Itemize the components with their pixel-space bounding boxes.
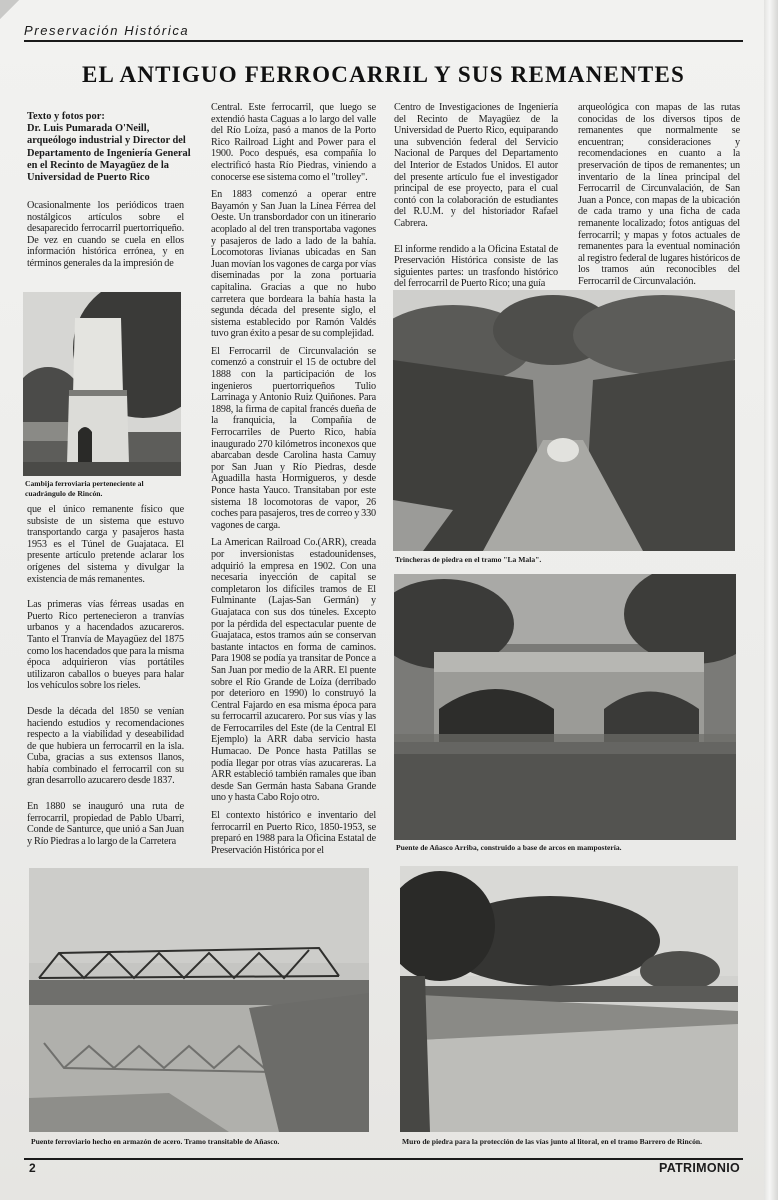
paragraph: arqueológica con mapas de las rutas conocidas de los diversos tipos de remanentes que normalmente se encuentran; consideraciones y recomendaciones en cuanto a la preservación de tipos de remanentes; un inventario de la línea principal del Ferrocarril de Circunvalación, de San Juan a Ponce, con mapas de la ubicación de cada tramo y una ficha de cada remanente localizado; fotos antiguas del ferrocarril; y mapas y fotos actuales de remanentes para la eventual nominación al registro federal de lugares históricos de los tramos aún reconocibles del Ferrocarril de Circunvalación. [578, 102, 740, 287]
caption-stone-wall: Muro de piedra para la protección de las vías junto al litoral, en el tramo Barrero de Rincón. [402, 1137, 703, 1146]
column-1-top [27, 200, 184, 270]
byline-line: Dr. Luis Pumarada O'Neill, [27, 123, 150, 135]
photo-arch-bridge [394, 574, 736, 840]
photo-railway-tower [23, 292, 181, 476]
paragraph: Desde la década del 1850 se venían haciendo estudios y recomendaciones respecto a la viabilidad y deseabilidad de que hubiera un ferrocarril en la isla. Cuba, gracias a sus extensos llanos, había combinado el ferrocarril con su gran desarrollo azucarero desde 1837. [27, 705, 184, 787]
paragraph: Ocasionalmente los periódicos traen nostálgicos artículos sobre el desaparecido ferrocarril puertorriqueño. De vez en cuando se cuela en ellos información histórica errónea, y en términos generales da la impresión de [27, 200, 184, 269]
stone-wall-illustration [400, 866, 738, 1132]
paragraph: Centro de Investigaciones de Ingeniería del Recinto de Mayagüez de la Universidad de Puerto Rico, equiparando una subvención federal del Servicio Nacional de Parques del Departamento del Interior de Estados Unidos. El autor del presente artículo fue el investigador principal de ese proyecto, para el cual contó con la colaboración de estudiantes del R.U.M. y del historiador Rafael Cabrera. [394, 102, 558, 229]
paragraph: En 1883 comenzó a operar entre Bayamón y San Juan la Línea Férrea del Oeste. Un transbordador con un itinerario acoplado al del tren transportaba vagones y pasajeros de lado a lado de la bahía. Locomotoras livianas ubicadas en San Juan movían los vagones de carga por vías diseminadas por la zona portuaria capitalina. Gracias a que no hubo carretera que bordeara la bahía hasta la segunda década del presente siglo, el sistema establecido por Ramón Valdés tuvo gran éxito a pesar de su complejidad. [211, 189, 376, 340]
paragraph: La American Railroad Co.(ARR), creada por inversionistas estadounidenses, adquirió la empresa en 1902. Con una necesaria inyección de capital se completaron los difíciles tramos de El Fulminante (Lajas-San Germán) y Guajataca con sus dos túneles. Excepto por la pérdida del espectacular puente de Guajataca, estos tramos aún se conservan bastante intactos en forma de caminos. Para 1908 se podía ya transitar de Ponce a San Juan por medio de la ARR. El puente sobre el Río Grande de Loíza (derribado por deterioro en 1990) lo construyó la Central Fajardo en esa misma época para su ferrocarril azucarero. Por sus vías y las de Ferrocarriles del Este (de la Central El Ejemplo) la ARR daba servicio hasta Humacao. De Ponce hasta Patillas se podía llegar por otras vías azucareras. La ARR estableció también ramales que iban desde San Germán hasta Sabana Grande uno y hasta Cabo Rojo otro. [211, 537, 376, 804]
paragraph: El Ferrocarril de Circunvalación se comenzó a construir el 15 de octubre del 1888 con la participación de los ingenieros puertorriqueños Tulio Larrinaga y Antonio Ruiz Quiñones. Para 1898, la firma de capital francés dueña de la franquicia, la Compañía de Ferrocarriles de Puerto Rico, había inaugurado 270 kilómetros inconexos que abarcaban desde Carolina hasta Camuy por San Juan y Río Piedras, desde Aguadilla hasta Hormigueros, y desde Ponce hasta Yauco. Transitaban por este sistema 18 locomotoras de vapor, 26 coches para pasajeros, tres de correo y 330 vagones de carga. [211, 345, 376, 531]
paragraph: El informe rendido a la Oficina Estatal de Preservación Histórica consiste de las siguientes partes: un trasfondo histórico del ferrocarril de Puerto Rico; una guía [394, 243, 558, 290]
column-3 [394, 102, 558, 290]
byline-line: Departamento de Ingeniería General [27, 147, 191, 159]
caption-tower: Cambija ferroviaria perteneciente al cuadrángulo de Rincón. [25, 479, 144, 498]
byline-line: arqueólogo industrial y Director del [27, 135, 186, 147]
article-headline: EL ANTIGUO FERROCARRIL Y SUS REMANENTES [82, 62, 685, 87]
photo-stone-trench [393, 290, 735, 551]
paragraph: que el único remanente físico que subsiste de un sistema que estuvo transportando carga y pasajeros hasta 1953 es el Túnel de Guajataca. El presente artículo pretende aclarar los orígenes del sistema y divulgar la existencia de más remanentes. [27, 504, 184, 585]
column-2 [211, 102, 376, 856]
footer-rule [24, 1158, 743, 1160]
steel-bridge-illustration [29, 868, 369, 1132]
byline-line: Universidad de Puerto Rico [27, 172, 150, 184]
caption-steel-bridge: Puente ferroviario hecho en armazón de acero. Tramo transitable de Añasco. [31, 1137, 280, 1146]
trench-illustration [393, 290, 735, 551]
byline-line: en el Recinto de Mayagüez de la [27, 159, 169, 171]
photo-stone-wall [400, 866, 738, 1132]
byline [27, 111, 197, 184]
header-rule [24, 40, 743, 42]
section-label: Preservación Histórica [24, 23, 190, 38]
page-fold-corner [0, 0, 20, 22]
page-number: 2 [29, 1161, 36, 1175]
column-1-bottom [27, 504, 184, 847]
paragraph: En 1880 se inauguró una ruta de ferrocarril, propiedad de Pablo Ubarri, Conde de Santurce, que unió a San Juan y Río Piedras a lo largo de la Carretera [27, 801, 184, 847]
column-4 [578, 102, 740, 288]
tower-illustration [23, 292, 181, 476]
page-edge [764, 0, 778, 1200]
byline-line: Texto y fotos por: [27, 111, 105, 122]
caption-arch-bridge: Puente de Añasco Arriba, construido a base de arcos en mampostería. [396, 843, 622, 852]
caption-trench: Trincheras de piedra en el tramo "La Mala". [395, 555, 542, 564]
photo-steel-truss-bridge [29, 868, 369, 1132]
paragraph: Las primeras vías férreas usadas en Puerto Rico pertenecieron a tranvías urbanos y a hacendados azucareros. Tanto el Tranvía de Mayagüez del 1875 como los hacendados que para la misma época adquirieron vías portátiles utilizaron caballos o bueyes para halar los vehículos sobre los rieles. [27, 599, 184, 692]
paragraph: El contexto histórico e inventario del ferrocarril en Puerto Rico, 1850-1953, se preparó en 1988 para la Oficina Estatal de Preservación Histórica por el [211, 810, 376, 856]
arch-bridge-illustration [394, 574, 736, 840]
paragraph: Central. Este ferrocarril, que luego se extendió hasta Caguas a lo largo del valle del Río Loíza, pasó a manos de la Porto Rico Railroad Light and Power para el 1900. Poco después, esa compañía lo electrificó hasta Río Piedras, viniendo a conocerse ese sistema como el "trolley". [211, 102, 376, 183]
magazine-name: PATRIMONIO [658, 1161, 740, 1175]
